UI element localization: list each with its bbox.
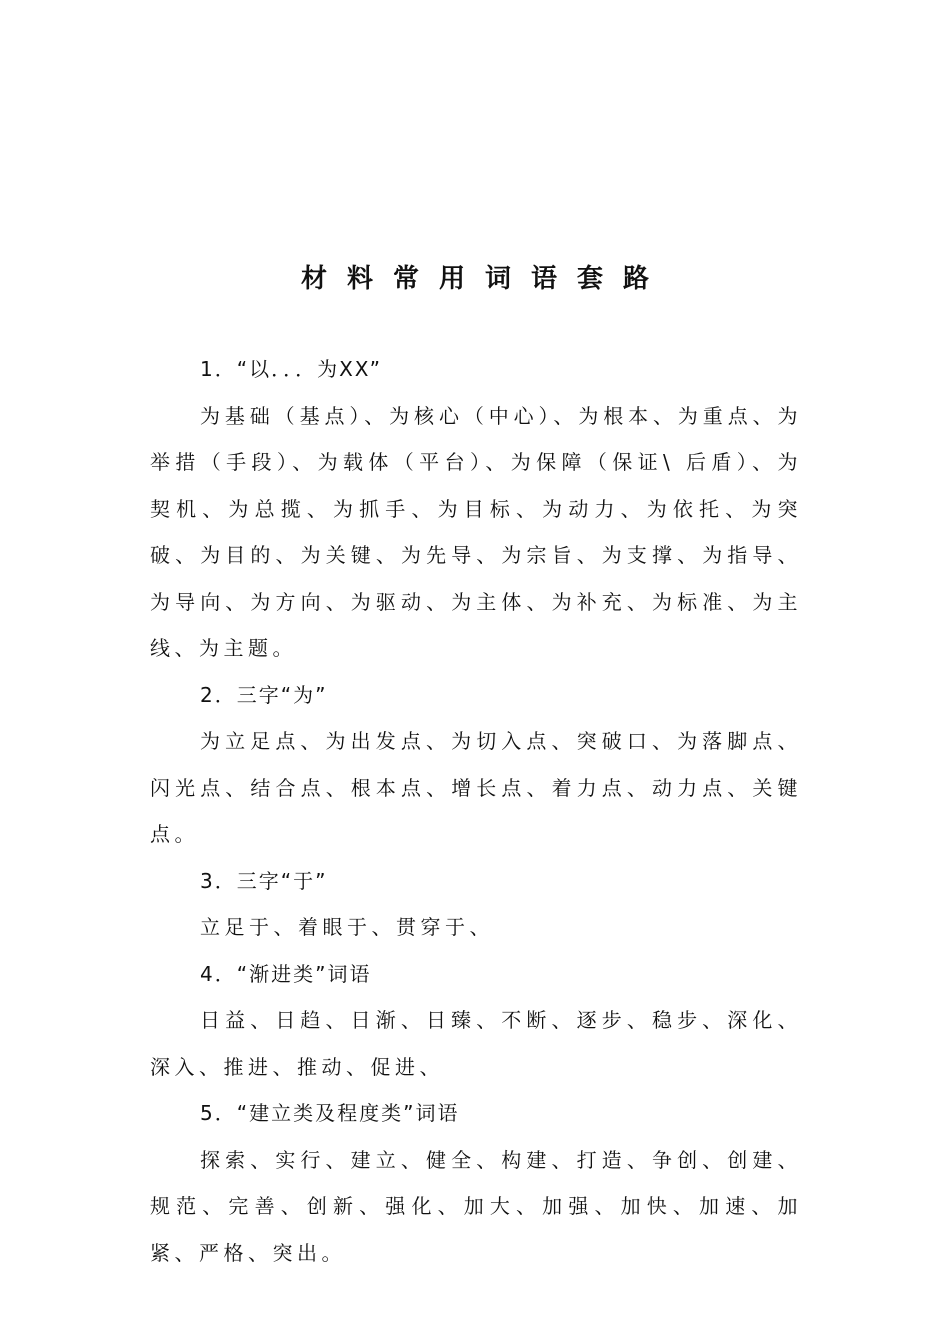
section-body-4: 日益、日趋、日渐、日臻、不断、逐步、稳步、深化、深入、推进、推动、促进、	[150, 1008, 802, 1079]
section-body-3: 立足于、着眼于、贯穿于、	[200, 915, 494, 939]
section-body-5: 探索、实行、建立、健全、构建、打造、争创、创建、规范、完善、创新、强化、加大、加强、加快、加速、加紧、严格、突出。	[150, 1147, 802, 1265]
section-heading-5: 5．“建立类及程度类”词语	[200, 1101, 460, 1125]
section-heading-1: 1．“以．．．为XX”	[200, 357, 383, 381]
section-heading-4: 4．“渐进类”词语	[200, 961, 372, 986]
document-body	[150, 346, 802, 1276]
section-heading-2: 2．三字“为”	[200, 682, 328, 707]
section-heading-3: 3．三字“于”	[200, 868, 328, 893]
section-body-2: 为立足点、为出发点、为切入点、突破口、为落脚点、闪光点、结合点、根本点、增长点、着力点、动力点、关键点。	[150, 729, 802, 846]
section-body-1: 为基础（基点）、为核心（中心）、为根本、为重点、为举措（手段）、为载体（平台）、为保障（保证\ 后盾）、为契机、为总揽、为抓手、为目标、为动力、为依托、为突破、为目的、为关键、为先导、为宗旨、为支撑、为指导、为导向、为方向、为驱动、为主体、为补充、为标准、为主线、为主题。	[150, 403, 802, 660]
document-title: 材料常用词语套路	[300, 264, 669, 294]
